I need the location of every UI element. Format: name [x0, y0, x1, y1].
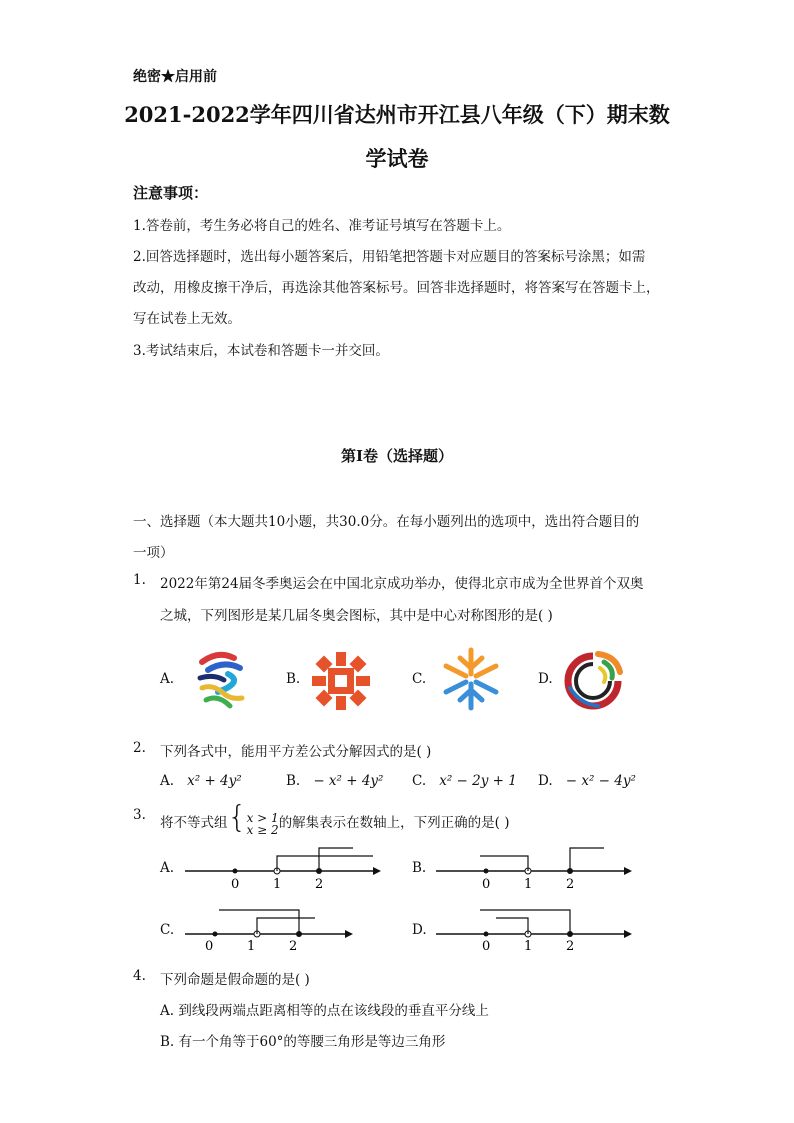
- question-3-suffix: 的解集表示在数轴上，下列正确的是( ): [278, 815, 510, 831]
- option-b: [286, 770, 383, 789]
- exam-title-line-1: 2021-2022学年四川省达州市开江县八年级（下）期末数: [124, 102, 670, 127]
- inequality-system: [247, 812, 279, 836]
- option-label: A.: [160, 860, 175, 876]
- option-label: A.: [160, 773, 175, 789]
- number-line-a: [185, 842, 385, 892]
- option-label: D.: [538, 773, 553, 789]
- question-4-option-b: B. 有一个角等于60°的等腰三角形是等边三角形: [160, 1034, 446, 1050]
- notice-item: 1.答卷前，考生务必将自己的姓名、准考证号填写在答题卡上。: [133, 218, 511, 234]
- question-number: 4.: [133, 968, 146, 984]
- tick-label: 0: [231, 877, 240, 892]
- exam-title-line-2: 学试卷: [365, 146, 429, 171]
- notice-item: 2.回答选择题时，选出每小题答案后，用铅笔把答题卡对应题目的答案标号涂黑；如需: [133, 249, 646, 265]
- part-heading-line-2: 一项）: [133, 545, 174, 561]
- question-3-text: [160, 800, 510, 836]
- option-label: C.: [412, 671, 427, 687]
- notice-item: 写在试卷上无效。: [133, 311, 241, 327]
- notice-item: 改动，用橡皮擦干净后，再选涂其他答案标号。回答非选择题时，将答案写在答题卡上，: [133, 280, 660, 296]
- confidential-label: 绝密★启用前: [133, 69, 217, 85]
- question-3-prefix: 将不等式组: [160, 815, 228, 831]
- question-2-text: 下列各式中，能用平方差公式分解因式的是( ): [160, 744, 432, 760]
- question-1-text-line-2: 之城，下列图形是某几届冬奥会图标，其中是中心对称图形的是( ): [160, 608, 553, 624]
- tick-label: 1: [273, 877, 282, 892]
- tick-label: 2: [289, 939, 298, 954]
- tick-label: 1: [247, 939, 256, 954]
- option-label: B.: [412, 860, 427, 876]
- sapporo-snowflake-emblem-icon: [436, 644, 502, 710]
- option-label: C.: [412, 773, 427, 789]
- tick-label: 2: [315, 877, 324, 892]
- option-d: [538, 770, 636, 789]
- option-expression: − x² − 4y²: [565, 773, 636, 789]
- number-line-b: [436, 842, 636, 892]
- tick-label: 2: [566, 939, 575, 954]
- option-expression: − x² + 4y²: [313, 773, 384, 789]
- notice-item: 3.考试结束后，本试卷和答题卡一并交回。: [133, 343, 389, 359]
- option-expression: x² − 2y + 1: [439, 773, 517, 789]
- question-1-text-line-1: 2022年第24届冬季奥运会在中国北京成功举办，使得北京市成为全世界首个双奥: [160, 576, 644, 592]
- inequality-2: x ≥ 2: [246, 822, 279, 837]
- tick-label: 1: [524, 939, 533, 954]
- question-4-option-a: A. 到线段两端点距离相等的点在该线段的垂直平分线上: [160, 1003, 489, 1019]
- phoenix-emblem-icon: [560, 648, 626, 714]
- option-label: C.: [160, 922, 175, 938]
- option-label: B.: [286, 671, 301, 687]
- option-c: [412, 770, 517, 789]
- inequality-1: x > 1: [246, 810, 279, 825]
- beijing-2022-emblem-icon: [188, 648, 254, 714]
- tick-label: 0: [482, 877, 491, 892]
- option-label: A.: [160, 671, 175, 687]
- question-number: 1.: [133, 572, 146, 588]
- question-4-text: 下列命题是假命题的是( ): [160, 972, 310, 988]
- number-line-c: [185, 904, 365, 954]
- part-heading-line-1: 一、选择题（本大题共10小题，共30.0分。在每小题列出的选项中，选出符合题目的: [133, 514, 640, 530]
- option-label: D.: [538, 671, 553, 687]
- sarajevo-snowflake-emblem-icon: [308, 648, 374, 714]
- tick-label: 0: [205, 939, 214, 954]
- option-a: [160, 770, 242, 789]
- section-title: 第Ⅰ卷（选择题）: [340, 447, 454, 465]
- question-number: 2.: [133, 740, 146, 756]
- option-expression: x² + 4y²: [187, 773, 242, 789]
- number-line-d: [436, 904, 636, 954]
- question-number: 3.: [133, 807, 146, 823]
- left-brace-icon: {: [227, 800, 247, 835]
- option-label: B.: [286, 773, 301, 789]
- tick-label: 1: [524, 877, 533, 892]
- tick-label: 2: [566, 877, 575, 892]
- option-label: D.: [412, 922, 427, 938]
- notice-heading: 注意事项：: [133, 184, 209, 202]
- tick-label: 0: [482, 939, 491, 954]
